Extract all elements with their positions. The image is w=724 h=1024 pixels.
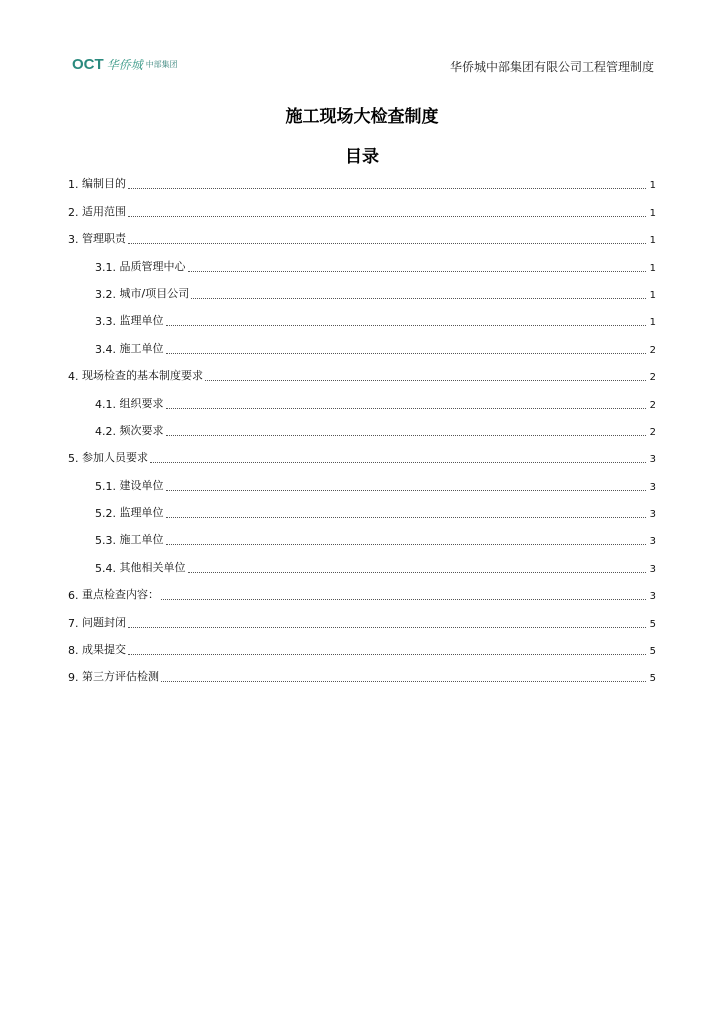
header-company-doc: 华侨城中部集团有限公司工程管理制度 xyxy=(449,60,654,74)
toc-entry-page: 3 xyxy=(649,536,656,548)
toc-entry-page: 2 xyxy=(649,399,656,411)
toc-entry-number: 9. xyxy=(68,671,82,685)
toc-entry-page: 1 xyxy=(649,262,656,274)
toc-entry-page: 2 xyxy=(649,426,656,438)
company-logo xyxy=(72,54,178,74)
header-divider xyxy=(70,78,654,79)
toc-entry-text: 问题封闭 xyxy=(82,615,126,629)
toc-entry-text: 监理单位 xyxy=(119,314,164,328)
toc-entry-page: 3 xyxy=(649,509,656,521)
toc-entry-number: 3.2. xyxy=(95,287,120,301)
toc-entry-text: 施工单位 xyxy=(119,533,164,547)
toc-entry-text: 成果提交 xyxy=(82,643,126,657)
toc-entry-number: 3.4. xyxy=(95,342,120,356)
toc-entry-number: 5.2. xyxy=(95,507,120,521)
toc-entry[interactable] xyxy=(68,252,656,279)
logo-group-name: 中部集团 xyxy=(145,59,178,69)
toc-entry-number: 6. xyxy=(68,589,82,603)
toc-dot-leader xyxy=(161,599,646,600)
toc-entry-text: 组织要求 xyxy=(119,396,164,410)
toc-entry-text: 适用范围 xyxy=(82,204,126,218)
toc-entry[interactable] xyxy=(68,471,656,498)
toc-entry-number: 2. xyxy=(68,205,82,219)
toc-entry[interactable] xyxy=(68,499,656,526)
toc-entry[interactable] xyxy=(68,663,656,690)
toc-entry-number: 5.3. xyxy=(95,534,120,548)
toc-dot-leader xyxy=(150,462,646,463)
toc-entry-number: 4.1. xyxy=(95,397,120,411)
toc-entry[interactable] xyxy=(68,526,656,553)
toc-entry-page: 3 xyxy=(649,591,656,603)
toc-dot-leader xyxy=(128,188,646,189)
toc-entry[interactable] xyxy=(68,553,656,580)
toc-dot-leader xyxy=(128,654,646,655)
toc-entry-text: 建设单位 xyxy=(119,478,164,492)
toc-entry-page: 1 xyxy=(649,317,656,329)
toc-entry-page: 3 xyxy=(649,563,656,575)
toc-entry[interactable] xyxy=(68,334,656,361)
toc-entry-number: 3.1. xyxy=(95,260,120,274)
toc-entry-page: 5 xyxy=(649,618,656,630)
toc-dot-leader xyxy=(166,517,647,518)
toc-entry-text: 编制目的 xyxy=(82,177,126,191)
toc-entry-page: 3 xyxy=(649,454,656,466)
toc-entry-number: 1. xyxy=(68,178,82,192)
toc-entry-number: 7. xyxy=(68,616,82,630)
toc-entry-number: 5. xyxy=(68,452,82,466)
toc-entry[interactable] xyxy=(68,581,656,608)
toc-entry-number: 8. xyxy=(68,644,82,658)
toc-entry-text: 城市/项目公司 xyxy=(119,286,190,300)
toc-entry[interactable] xyxy=(68,197,656,224)
toc-entry-text: 品质管理中心 xyxy=(119,259,186,273)
toc-entry-page: 5 xyxy=(649,673,656,685)
toc-entry[interactable] xyxy=(68,225,656,252)
logo-brand: OCT xyxy=(72,55,104,73)
toc-entry[interactable] xyxy=(68,444,656,471)
toc-entry-page: 5 xyxy=(649,646,656,658)
toc-entry-number: 4.2. xyxy=(95,424,120,438)
toc-entry-text: 频次要求 xyxy=(119,423,164,437)
toc-dot-leader xyxy=(166,435,647,436)
toc-entry[interactable] xyxy=(68,280,656,307)
toc-entry-page: 1 xyxy=(649,180,656,192)
toc-entry-number: 4. xyxy=(68,370,82,384)
toc-entry-page: 3 xyxy=(649,481,656,493)
toc-entry-number: 5.4. xyxy=(95,561,120,575)
toc-dot-leader xyxy=(188,271,647,272)
table-of-contents xyxy=(68,170,656,690)
toc-entry-text: 监理单位 xyxy=(119,506,164,520)
toc-entry-text: 参加人员要求 xyxy=(82,451,148,465)
toc-dot-leader xyxy=(205,380,646,381)
toc-entry[interactable] xyxy=(68,170,656,197)
toc-entry[interactable] xyxy=(68,636,656,663)
toc-dot-leader xyxy=(166,353,647,354)
toc-entry[interactable] xyxy=(68,389,656,416)
toc-entry[interactable] xyxy=(68,307,656,334)
toc-entry[interactable] xyxy=(68,608,656,635)
toc-dot-leader xyxy=(128,243,646,244)
toc-entry-text: 施工单位 xyxy=(119,341,164,355)
toc-dot-leader xyxy=(166,325,647,326)
toc-entry-page: 1 xyxy=(649,207,656,219)
toc-entry-page: 1 xyxy=(649,289,656,301)
toc-dot-leader xyxy=(166,408,647,409)
toc-entry-number: 3.3. xyxy=(95,315,120,329)
toc-entry-page: 2 xyxy=(649,372,656,384)
toc-dot-leader xyxy=(166,490,647,491)
toc-title: 目录 xyxy=(345,147,379,167)
toc-entry-text: 现场检查的基本制度要求 xyxy=(82,369,203,383)
toc-dot-leader xyxy=(188,572,647,573)
toc-dot-leader xyxy=(191,298,646,299)
toc-entry-text: 第三方评估检测 xyxy=(82,670,159,684)
toc-entry[interactable] xyxy=(68,362,656,389)
toc-entry-page: 2 xyxy=(649,344,656,356)
logo-chinese-name: 华侨城 xyxy=(106,57,143,72)
toc-dot-leader xyxy=(128,627,646,628)
toc-entry-text: 重点检查内容： xyxy=(82,588,159,602)
toc-dot-leader xyxy=(161,681,646,682)
toc-entry-text: 管理职责 xyxy=(82,232,126,246)
toc-entry-number: 5.1. xyxy=(95,479,120,493)
document-title: 施工现场大检查制度 xyxy=(285,107,439,127)
toc-entry-page: 1 xyxy=(649,235,656,247)
toc-dot-leader xyxy=(166,544,647,545)
toc-entry-text: 其他相关单位 xyxy=(119,560,186,574)
toc-dot-leader xyxy=(128,216,646,217)
toc-entry-number: 3. xyxy=(68,233,82,247)
toc-entry[interactable] xyxy=(68,417,656,444)
